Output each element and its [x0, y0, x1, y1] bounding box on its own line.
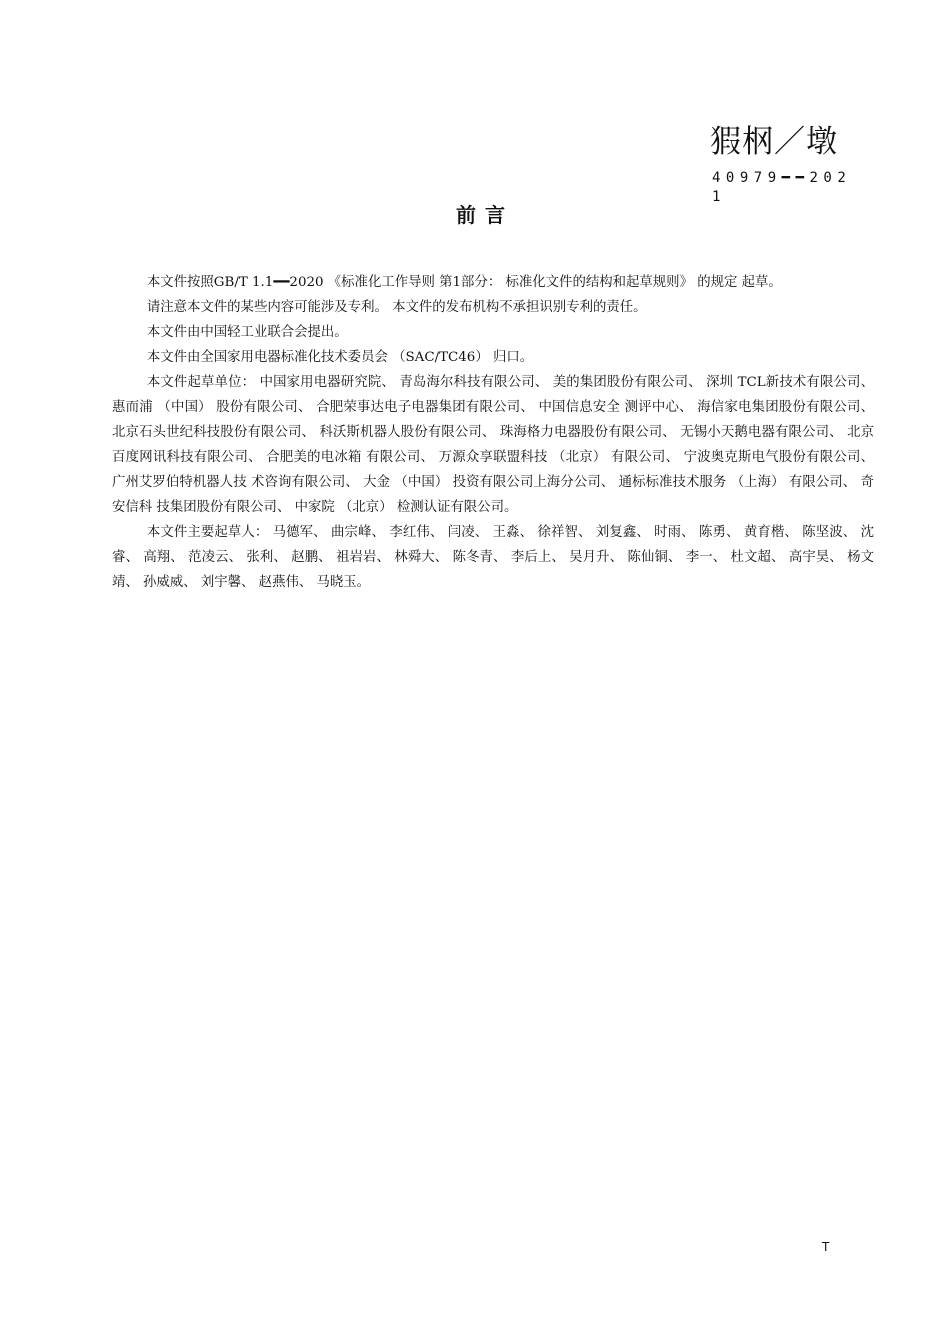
standard-number: 40979━━2021 [712, 170, 852, 205]
standard-code: 猳㭎／墩 [710, 124, 838, 160]
paragraph-proposer: 本文件由中国轻工业联合会提出。 [146, 325, 348, 340]
page-title: 前言 [456, 203, 514, 227]
paragraph-committee: 本文件由全国家用电器标准化技术委员会 （SAC/TC46） 归口。 [146, 350, 534, 365]
paragraph-drafting-units: 本文件起草单位： 中国家用电器研究院、 青岛海尔科技有限公司、 美的集团股份有限公司、 深圳 TCL新技术有限公司、 惠而浦 （中国） 股份有限公司、 合肥荣事达电子电器集团有限公司、 中国信息安全 测评中心、 海信家电集团股份有限公司、 北京石头世纪科技股份有限公司、 科沃斯机器人股份有限公司、 珠海格力电器股份有限公司、 无锡小天鹅电器有限公司、 北京百度网讯科技有限公司、 合肥美的电冰箱 有限公司、 万源众享联盟科技 （北京） 有限公司、 宁波奥克斯电气股份有限公司、 广州艾罗伯特机器人技 术咨询有限公司、 大金 （中国） 投资有限公司上海分公司、 通标标准技术服务 （上海） 有限公司、 奇安信科 技集团股份有限公司、 中家院 （北京） 检测认证有限公司。 [112, 375, 874, 515]
foreword-body [112, 270, 874, 595]
page-number: T [822, 1240, 830, 1254]
paragraph-patent-notice: 请注意本文件的某些内容可能涉及专利。 本文件的发布机构不承担识别专利的责任。 [146, 300, 647, 315]
paragraph-drafters: 本文件主要起草人： 马德军、 曲宗峰、 李红伟、 闫凌、 王淼、 徐祥智、 刘复鑫、 时雨、 陈勇、 黄育楷、 陈坚波、 沈睿、 高翔、 范凌云、 张利、 赵鹏、 祖岩岩、 林舜大、 陈冬青、 李后上、 吴月升、 陈仙铜、 李一、 杜文超、 高宇昊、 杨文靖、 孙威威、 刘宇馨、 赵燕伟、 马晓玉。 [112, 525, 874, 590]
paragraph-drafting-rules: 本文件按照GB/T 1.1━━2020 《标准化工作导则 第1部分： 标准化文件的结构和起草规则》 的规定 起草。 [146, 275, 782, 290]
